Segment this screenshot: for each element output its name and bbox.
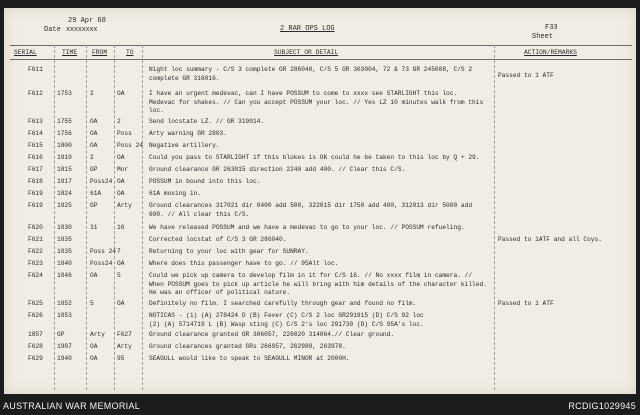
cell-subject: Send locstate LZ. // GR 319014. (149, 118, 265, 125)
column-divider (86, 45, 87, 390)
date-field (44, 17, 106, 34)
cell-serial: F612 (28, 90, 43, 97)
cell-to: F627 (117, 331, 132, 338)
cell-serial: F614 (28, 130, 43, 137)
cell-to: OA (117, 260, 125, 267)
cell-subject: Arty warning GR 2803. (149, 130, 227, 137)
cell-subject: POSSUM in bound into this loc. (149, 178, 261, 185)
date-label: Date (44, 26, 61, 34)
cell-serial: F622 (28, 248, 43, 255)
cell-time: 1940 (57, 355, 72, 362)
cell-time: 1840 (57, 260, 72, 267)
cell-action: Passed to 1 ATF (498, 300, 554, 307)
column-divider (142, 45, 143, 390)
cell-subject: Night loc summary - C/S 3 complete GR 286040, C/S 5 GR 303004, 72 & 73 GR 245008, C/S 2 complete GR 316016. (149, 66, 473, 82)
cell-serial: F624 (28, 272, 43, 279)
cell-subject: We have released POSSUM and we have a medevac to go to your loc. // POSSUM refueling. (149, 224, 465, 231)
archive-credit: AUSTRALIAN WAR MEMORIAL (3, 401, 141, 411)
cell-subject: Ground clearances 317021 dir 0400 add 500, 322015 dir 1750 add 400, 312013 dir 5000 add 600. // All clear this C/S. (149, 202, 473, 218)
cell-time: 1852 (57, 300, 72, 307)
cell-subject: Corrected locstat of C/S 3 GR 286040. (149, 236, 287, 243)
cell-from: 31 (90, 224, 98, 231)
col-header-to: TO (126, 49, 134, 56)
cell-subject: Negative artillery. (149, 142, 220, 149)
column-divider (54, 45, 55, 390)
cell-serial: F619 (28, 202, 43, 209)
cell-from: 2 (90, 154, 94, 161)
sheet-number: F33 (545, 24, 558, 32)
cell-subject: Ground clearance GR 263015 direction 2240 add 400. // Clear this C/S. (149, 166, 406, 173)
cell-from: Poss24 (90, 178, 113, 185)
cell-from: Arty (90, 331, 105, 338)
cell-time: 1853 (57, 312, 72, 319)
cell-time: 1846 (57, 272, 72, 279)
col-header-action: ACTION/REMARKS (524, 49, 577, 56)
col-header-subject: SUBJECT OR DETAIL (274, 49, 339, 56)
cell-to: OA (117, 190, 125, 197)
cell-to: 16 (117, 224, 125, 231)
cell-serial: F617 (28, 166, 43, 173)
cell-to: Mor (117, 166, 129, 173)
cell-from: OA (90, 118, 98, 125)
sheet-field (532, 24, 558, 41)
cell-from: 61A (90, 190, 102, 197)
col-header-from: FROM (92, 49, 108, 56)
cell-serial: F619 (28, 190, 43, 197)
cell-time: GP (57, 331, 65, 338)
cell-time: 1824 (57, 190, 72, 197)
cell-serial: F620 (28, 224, 43, 231)
cell-to: OA (117, 178, 125, 185)
cell-from: 2 (90, 90, 94, 97)
cell-serial: F611 (28, 66, 43, 73)
cell-time: 1755 (57, 118, 72, 125)
cell-subject: I have an urgent medevac, can I have POSSUM to come to xxxx see STARLIGHT this loc. Medevac for shakes. // Can you accept POSSUM your loc. // Yes LZ 10 minutes walk from this loc. (149, 90, 484, 115)
cell-to: Arty (117, 343, 132, 350)
cell-from: OA (90, 142, 98, 149)
cell-from: 5 (90, 300, 94, 307)
cell-from: OA (90, 355, 98, 362)
column-divider (114, 45, 115, 390)
cell-time: 1810 (57, 154, 72, 161)
header-bottom-rule (10, 59, 632, 60)
date-struck-text: xxxxxxxx (66, 26, 98, 34)
cell-serial: F626 (28, 312, 43, 319)
cell-to: 7 (117, 248, 121, 255)
cell-time: 1753 (57, 90, 72, 97)
cell-serial: F623 (28, 260, 43, 267)
cell-time: 1817 (57, 178, 72, 185)
log-title: 2 RAR OPS LOG (280, 25, 335, 33)
cell-time: 1835 (57, 248, 72, 255)
cell-to: 5 (117, 272, 121, 279)
cell-serial: 1857 (28, 331, 43, 338)
cell-subject: Ground clearances granted GRs 266957, 262989, 263978. (149, 343, 346, 350)
date-value: 29 Apr 68 (68, 17, 106, 25)
cell-subject: Could you pass to STARLIGHT if this blokes is OK could he be taken to this loc by Q + 29. (149, 154, 480, 161)
log-sheet (4, 8, 636, 394)
cell-action: Passed to 1 ATF (498, 72, 554, 79)
cell-to: OA (117, 90, 125, 97)
cell-time: 1756 (57, 130, 72, 137)
cell-subject: Returning to your loc with gear for SUNRAY. (149, 248, 309, 255)
cell-from: Poss 24 (90, 248, 116, 255)
cell-to: OA (117, 300, 125, 307)
cell-time: 1815 (57, 166, 72, 173)
cell-serial: F625 (28, 300, 43, 307)
cell-serial: F621 (28, 236, 43, 243)
cell-from: Poss24 (90, 260, 113, 267)
cell-subject: NOTICAS - (1) (A) 278424 D (B) Fever (C) C/S 2 loc GR291915 (D) C/S 92 loc (2) (A) 5714719 L (B) Wasp sting (C) C/S 2's loc 291730 (D) C/S 95A's loc. (149, 312, 424, 328)
cell-from: GP (90, 166, 98, 173)
sheet-label: Sheet (532, 33, 554, 41)
cell-to: 95 (117, 355, 125, 362)
cell-from: GP (90, 202, 98, 209)
cell-action: Passed to 1ATF and all Coys. (498, 236, 602, 243)
cell-time: 1830 (57, 224, 72, 231)
cell-time: 1825 (57, 202, 72, 209)
cell-serial: F618 (28, 178, 43, 185)
cell-from: OA (90, 343, 98, 350)
cell-serial: F629 (28, 355, 43, 362)
cell-to: OA (117, 154, 125, 161)
cell-serial: F615 (28, 142, 43, 149)
col-header-time: TIME (62, 49, 78, 56)
archive-reference: RCDIG1029945 (568, 401, 636, 411)
cell-time: 1907 (57, 343, 72, 350)
cell-from: OA (90, 130, 98, 137)
cell-subject: Ground clearance granted GR 306057, 226020 314064.// Clear ground. (149, 331, 395, 338)
header-top-rule (10, 45, 632, 46)
cell-serial: F628 (28, 343, 43, 350)
cell-subject: SEAGULL would like to speak to SEAGULL MINOR at 2000H. (149, 355, 350, 362)
cell-subject: Could we pick up camera to develop film in it for C/S 16. // No xxxx film in camera. // When POSSUM goes to pick up article he will bring with him details of the character killed. He was an officer of political nature. (149, 272, 487, 297)
cell-to: Poss 24 (117, 142, 143, 149)
cell-to: 2 (117, 118, 121, 125)
cell-to: Poss (117, 130, 132, 137)
cell-from: OA (90, 272, 98, 279)
cell-subject: Definitely no film. I searched carefully through gear and found no film. (149, 300, 417, 307)
cell-subject: Where does this passenger have to go. // 95Alt loc. (149, 260, 339, 267)
cell-subject: 61A moving in. (149, 190, 201, 197)
cell-serial: F616 (28, 154, 43, 161)
cell-to: Arty (117, 202, 132, 209)
cell-serial: F613 (28, 118, 43, 125)
cell-time: 1800 (57, 142, 72, 149)
cell-time: 1835 (57, 236, 72, 243)
col-header-serial: SERIAL (14, 49, 37, 56)
